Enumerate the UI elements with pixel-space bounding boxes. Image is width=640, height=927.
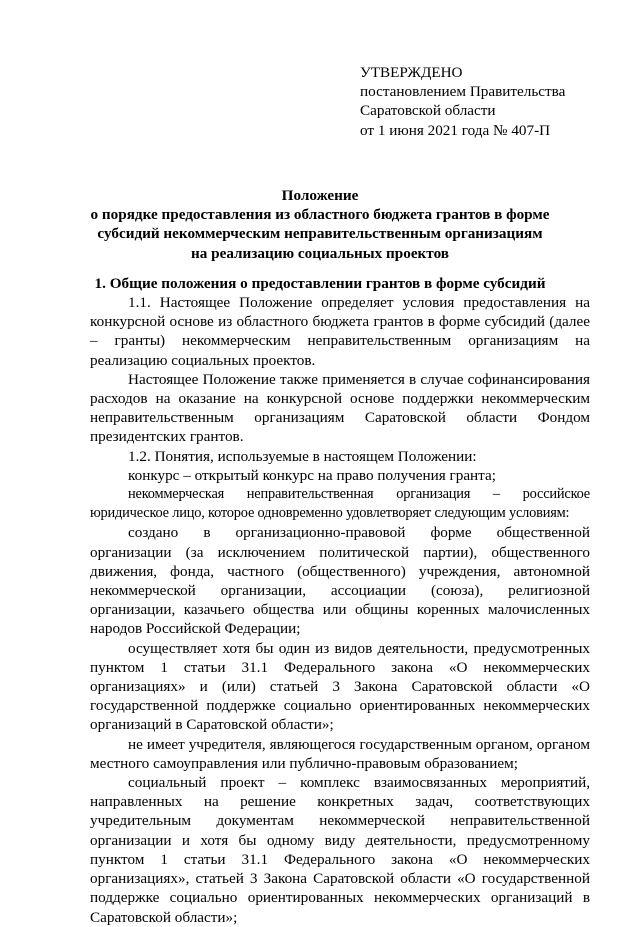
paragraph-1-2: 1.2. Понятия, используемые в настоящем Положении:: [128, 447, 477, 465]
definition-contest: конкурс – открытый конкурс на право получения гранта;: [128, 466, 496, 484]
condition-founder: не имеет учредителя, являющегося государственным органом, органом местного самоуправления или публично-правовым образованием;: [90, 735, 590, 772]
condition-legal-form: создано в организационно-правовой форме общественной организации (за исключением политической партии), общественного движения, фонда, частного (общественного) учреждения, автономной некоммерческой организации, ассоциации (союза), религиозной организации, казачьего общества или общины коренных малочисленных народов Российской Федерации;: [90, 524, 590, 638]
title-line-1: Положение: [281, 187, 359, 204]
paragraph-cofinancing: Настоящее Положение также применяется в случае софинансирования расходов на оказание на конкурсной основе поддержки некоммерческим неправительственным организациям Саратовской области Фондом президентских грантов.: [90, 370, 590, 446]
title-line-3: субсидий некоммерческим неправительственным организациям: [97, 225, 543, 243]
paragraph-1-1: 1.1. Настоящее Положение определяет условия предоставления на конкурсной основе из областного бюджета грантов в форме субсидий (далее – гранты) некоммерческим неправительственным организациям на реализацию социальных проектов.: [90, 294, 590, 369]
definition-nno: некоммерческая неправительственная организация – российское юридическое лицо, которое одновременно удовлетворяет следующим условиям:: [90, 486, 590, 522]
approval-line-region: Саратовской области: [360, 102, 496, 120]
section-heading: 1. Общие положения о предоставлении грантов в форме субсидий: [94, 275, 546, 292]
document-title: [90, 186, 550, 263]
section-body: [90, 293, 590, 927]
definition-social-project: социальный проект – комплекс взаимосвязанных мероприятий, направленных на решение конкретных задач, соответствующих учредительным документам некоммерческой неправительственной организации и хотя бы одному виду деятельности, предусмотренному пунктом 1 статьи 31.1 Федерального закона «О некоммерческих организациях», статьей 3 Закона Саратовской области «О государственной поддержке социально ориентированных некоммерческих организаций в Саратовской области»;: [90, 774, 590, 926]
title-line-2: о порядке предоставления из областного бюджета грантов в форме: [90, 206, 550, 224]
approval-stamp: [360, 63, 620, 140]
approval-line-resolution: постановлением Правительства: [360, 83, 566, 101]
title-line-4: на реализацию социальных проектов: [190, 244, 449, 262]
condition-activity: осуществляет хотя бы один из видов деятельности, предусмотренных пунктом 1 статьи 31.1 Федерального закона «О некоммерческих организациях» и (или) статьей 3 Закона Саратовской области «О государственной поддержке социально ориентированных некоммерческих организаций в Саратовской области»;: [90, 639, 590, 734]
approval-heading: УТВЕРЖДЕНО: [360, 64, 463, 81]
approval-line-date: от 1 июня 2021 года № 407-П: [360, 121, 551, 139]
